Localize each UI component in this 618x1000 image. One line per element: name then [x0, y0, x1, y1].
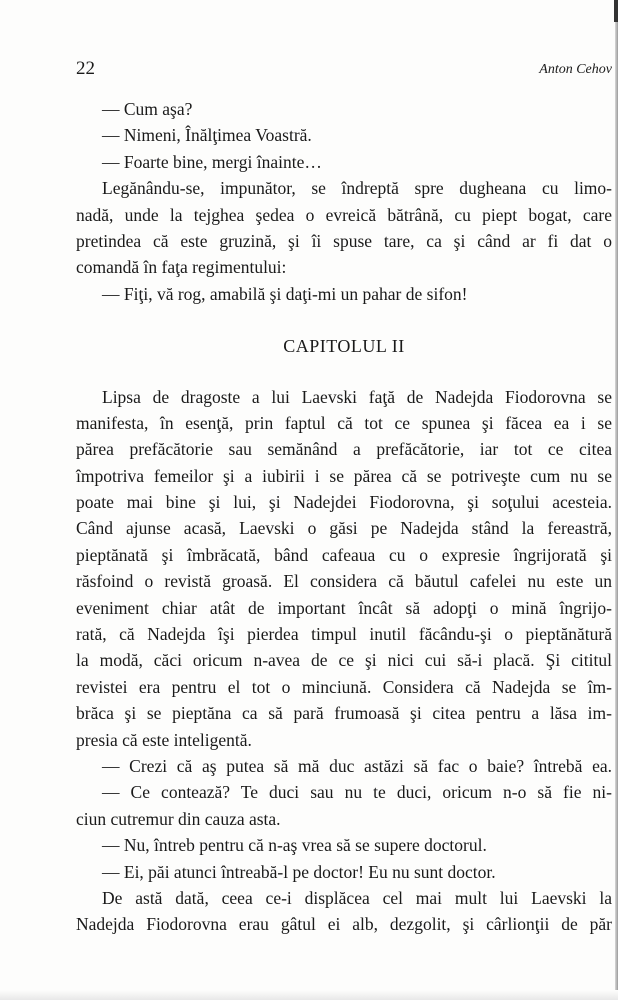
text-line: brăca şi se pieptăna ca să pară frumoasă şi citea pentru a lăsa im- — [76, 703, 612, 724]
text-line: împotriva femeilor şi a iubirii i se părea că se potriveşte cum nu se — [76, 465, 612, 486]
text-line: nadă, unde la tejghea şedea o evreică bătrână, cu piept bogat, care — [76, 204, 612, 225]
text-line: — Crezi că aş putea să mă duc astăzi să fac o baie? întrebă ea. — [102, 755, 612, 776]
text-line: — Nu, întreb pentru că n-aş vrea să se supere doctorul. — [102, 835, 487, 856]
text-line: poate mai bine şi lui, şi Nadejdei Fiodorovna, şi soţului acesteia. — [76, 492, 612, 513]
text-line: — Ei, păi atunci întreabă-l pe doctor! Eu nu sunt doctor. — [102, 861, 496, 882]
text-line: părea prefăcătorie sau semănând a prefăcătorie, iar tot ce citea — [76, 439, 612, 460]
text-line: rată, că Nadejda îşi pierdea timpul inutil făcându-şi o pieptănătură — [76, 624, 612, 645]
text-line: Nadejda Fiodorovna erau gâtul ei alb, dezgolit, şi cârlionţii de păr — [76, 914, 612, 935]
text-line: pieptănată şi îmbrăcată, bând cafeaua cu o expresie îngrijorată şi — [76, 544, 612, 565]
page-number: 22 — [76, 58, 95, 79]
text-line: — Nimeni, Înălţimea Voastră. — [102, 125, 312, 146]
text-line: De astă dată, ceea ce-i displăcea cel mai mult lui Laevski la — [102, 887, 612, 908]
text-line: presia că este inteligentă. — [76, 729, 252, 750]
text-line: Când ajunse acasă, Laevski o găsi pe Nadejda stând la fereastră, — [76, 518, 612, 539]
text-line: revistei era pentru el tot o minciună. Considera că Nadejda se îm- — [76, 676, 612, 697]
page-bottom-shadow — [0, 990, 618, 1000]
text-line: Legănându-se, impunător, se îndreptă spre dugheana cu limo- — [102, 178, 612, 199]
running-head-author: Anton Cehov — [539, 62, 612, 77]
text-line: Lipsa de dragoste a lui Laevski faţă de Nadejda Fiodorovna se — [102, 386, 612, 407]
text-line: la modă, căci oricum n-avea de ce şi nici cui să-i placă. Şi cititul — [76, 650, 612, 671]
text-line: — Fiţi, vă rog, amabilă şi daţi-mi un pahar de sifon! — [102, 283, 468, 304]
text-line: — Cum aşa? — [102, 99, 193, 119]
text-line: răsfoind o revistă groasă. El considera că băutul cafelei nu este un — [76, 571, 612, 592]
scan-corner-mark — [614, 0, 618, 22]
text-line: — Ce contează? Te duci sau nu te duci, oricum n-o să fie ni- — [102, 782, 612, 803]
text-line: eveniment chiar atât de important încât să adopţi o mină îngrijo- — [76, 597, 612, 618]
text-line: — Foarte bine, mergi înainte… — [102, 151, 322, 172]
page-header — [76, 58, 612, 82]
text-line: pretindea că este gruzină, şi îi spuse tare, ca şi când ar fi dat o — [76, 230, 612, 251]
text-line: comandă în faţa regimentului: — [76, 257, 287, 278]
text-line: manifesta, în esenţă, prin faptul că tot ce spunea şi făcea ea i se — [76, 412, 612, 433]
text-line: ciun cutremur din cauza asta. — [76, 808, 281, 829]
body-text — [76, 96, 612, 938]
chapter-title: CAPITOLUL II — [283, 336, 405, 357]
